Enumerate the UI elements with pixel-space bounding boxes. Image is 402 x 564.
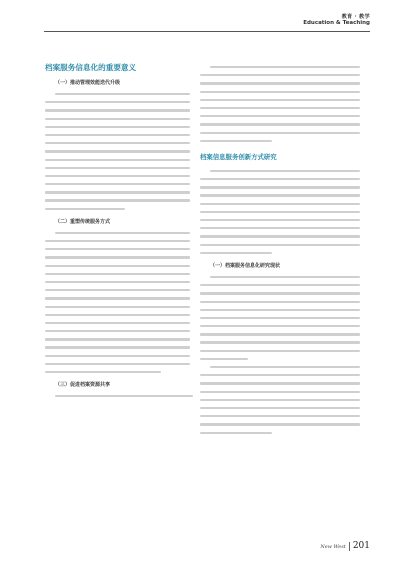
text-line xyxy=(45,172,190,180)
text-line xyxy=(45,188,190,196)
text-line xyxy=(200,200,360,208)
text-line xyxy=(200,306,360,314)
text-line xyxy=(200,371,360,379)
paragraph xyxy=(45,392,190,400)
text-line xyxy=(200,338,360,346)
text-line xyxy=(45,343,190,351)
text-line xyxy=(200,429,360,437)
paragraph xyxy=(200,167,360,257)
text-line xyxy=(200,298,360,306)
section-label-en: Education & Teaching xyxy=(303,20,370,26)
text-line xyxy=(200,224,360,232)
text-line xyxy=(200,347,360,355)
text-line xyxy=(200,273,360,281)
subheading-2: （二）重塑传统服务方式 xyxy=(55,218,111,225)
text-line xyxy=(45,392,190,400)
text-line xyxy=(45,229,190,237)
text-line xyxy=(200,79,360,87)
text-line xyxy=(200,412,360,420)
text-line xyxy=(200,330,360,338)
text-line xyxy=(200,388,360,396)
paragraph xyxy=(200,63,360,145)
page-number: 201 xyxy=(352,541,370,551)
text-line xyxy=(200,216,360,224)
text-line xyxy=(200,88,360,96)
text-line xyxy=(200,322,360,330)
text-line xyxy=(200,167,360,175)
text-line xyxy=(45,123,190,131)
text-line xyxy=(200,314,360,322)
text-line xyxy=(45,262,190,270)
text-line xyxy=(45,245,190,253)
text-line xyxy=(200,420,360,428)
text-line xyxy=(200,355,360,363)
text-line xyxy=(200,96,360,104)
text-line xyxy=(45,106,190,114)
subheading-3: （三）促进档案资源共享 xyxy=(55,382,111,389)
magazine-name: New West xyxy=(320,544,346,550)
text-line xyxy=(45,98,190,106)
text-line xyxy=(200,129,360,137)
text-line xyxy=(45,139,190,147)
text-line xyxy=(200,183,360,191)
article-heading: 档案服务信息化的重要意义 xyxy=(45,63,137,72)
text-line xyxy=(200,363,360,371)
text-line xyxy=(200,104,360,112)
text-line xyxy=(45,164,190,172)
paragraph xyxy=(200,363,360,437)
text-line xyxy=(200,71,360,79)
subheading-4: （一）档案服务信息化研究现状 xyxy=(210,262,281,269)
text-line xyxy=(45,286,190,294)
text-line xyxy=(45,270,190,278)
text-line xyxy=(45,360,190,368)
paragraph xyxy=(45,90,190,213)
section-label-cn: 教育 · 教学 xyxy=(341,14,370,20)
text-line xyxy=(45,156,190,164)
text-line xyxy=(200,396,360,404)
text-line xyxy=(45,303,190,311)
text-line xyxy=(45,278,190,286)
text-line xyxy=(45,352,190,360)
text-line xyxy=(200,379,360,387)
text-line xyxy=(200,241,360,249)
text-line xyxy=(200,63,360,71)
text-line xyxy=(200,112,360,120)
text-line xyxy=(45,319,190,327)
section-header xyxy=(303,14,370,27)
text-line xyxy=(45,131,190,139)
text-line xyxy=(45,311,190,319)
text-line xyxy=(200,208,360,216)
text-line xyxy=(45,147,190,155)
right-column xyxy=(200,63,360,437)
text-line xyxy=(200,289,360,297)
text-line xyxy=(200,232,360,240)
paragraph xyxy=(200,273,360,363)
text-line xyxy=(45,294,190,302)
text-line xyxy=(200,120,360,128)
paragraph xyxy=(45,229,190,376)
footer-divider xyxy=(349,542,350,551)
text-line xyxy=(200,175,360,183)
text-line xyxy=(45,335,190,343)
text-line xyxy=(200,137,360,145)
page-footer xyxy=(320,541,370,551)
header-rule xyxy=(44,31,370,32)
section-heading: 档案信息服务创新方式研究 xyxy=(200,152,277,161)
text-line xyxy=(45,368,190,376)
text-line xyxy=(200,281,360,289)
text-line xyxy=(200,249,360,257)
subheading-1: （一）推动管理效能迭代升级 xyxy=(55,80,121,86)
left-column xyxy=(45,63,190,400)
text-line xyxy=(45,253,190,261)
text-line xyxy=(200,191,360,199)
text-line xyxy=(45,237,190,245)
text-line xyxy=(45,327,190,335)
text-line xyxy=(45,180,190,188)
text-line xyxy=(45,90,190,98)
text-line xyxy=(45,115,190,123)
text-line xyxy=(45,205,190,213)
text-line xyxy=(200,404,360,412)
text-line xyxy=(45,196,190,204)
